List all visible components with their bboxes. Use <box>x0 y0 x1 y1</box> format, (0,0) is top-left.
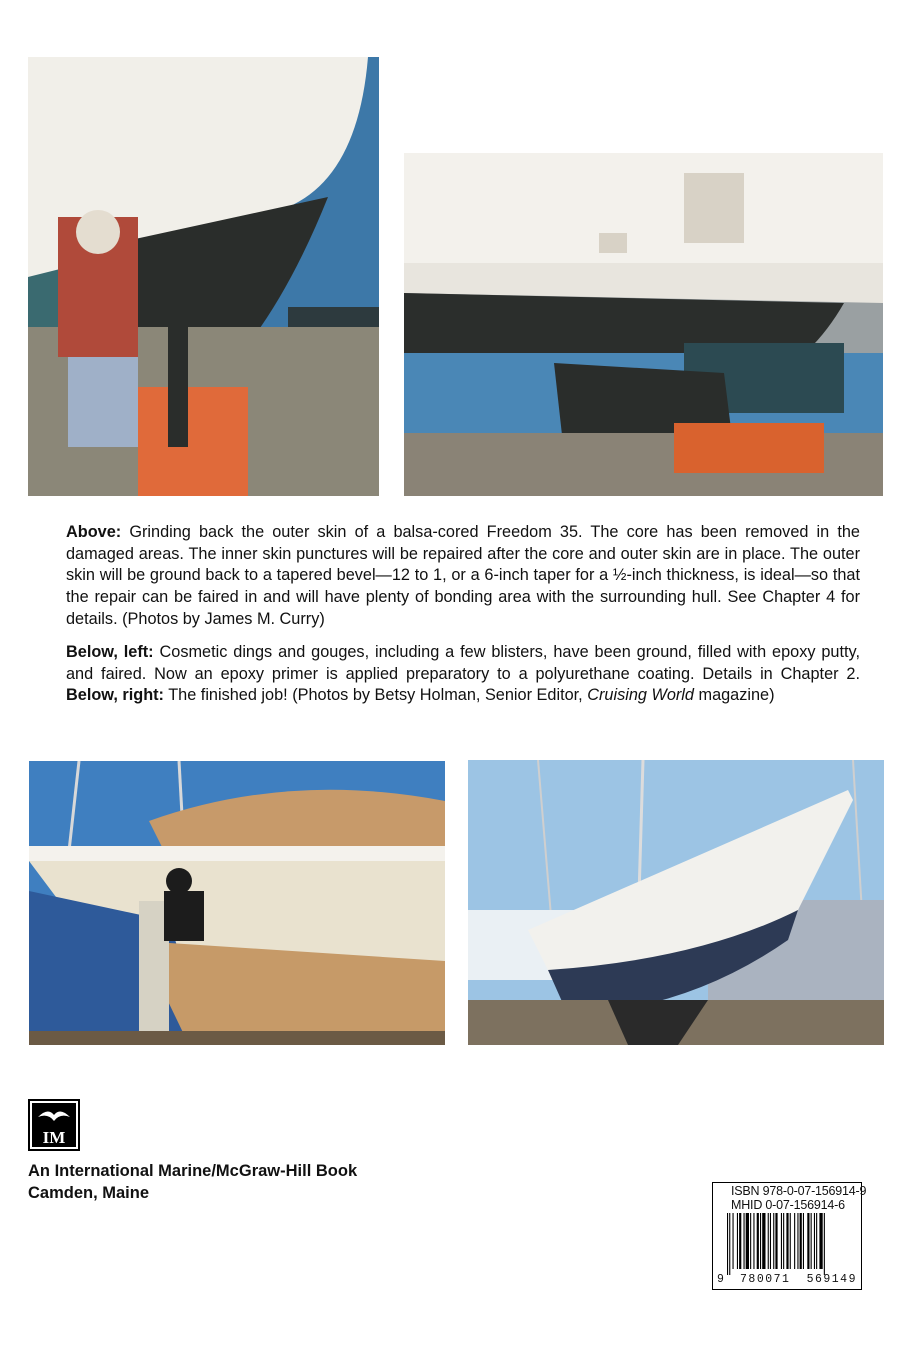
caption-below <box>66 642 860 707</box>
epoxy-spraying-photo <box>29 761 445 1045</box>
finished-boat-photo <box>468 760 884 1045</box>
barcode-bars-icon <box>717 1213 859 1275</box>
caption-below-left-text: Cosmetic dings and gouges, including a few blisters, have been ground, filled with epoxy putty, and faired. Now an epoxy primer is applied preparatory to a polyurethane coating. Details in Chapter 2. <box>66 643 860 683</box>
caption-above-text: Grinding back the outer skin of a balsa-cored Freedom 35. The core has been removed in the damaged areas. The inner skin punctures will be repaired after the core and outer skin are in place. The outer skin will be ground back to a tapered bevel—12 to 1, or a 6-inch taper for a ½-inch thickness, is ideal—so that the repair can be faired in and will have plenty of bonding area with the surrounding hull. See Chapter 4 for details. (Photos by James M. Curry) <box>66 523 860 628</box>
international-marine-logo <box>28 1099 80 1151</box>
caption-above-label: Above: <box>66 523 122 541</box>
caption-below-right-label: Below, right: <box>66 686 164 705</box>
svg-text:IM: IM <box>42 1128 66 1147</box>
caption-below-left-label: Below, left: <box>66 643 154 661</box>
publisher-location: Camden, Maine <box>28 1184 150 1202</box>
caption-below-tail: magazine) <box>693 686 775 705</box>
barcode-digits-right: 569149 <box>806 1273 857 1286</box>
isbn-number: ISBN 978-0-07-156914-9 <box>731 1184 867 1198</box>
mhid-number: MHID 0-07-156914-6 <box>731 1198 845 1212</box>
caption-above <box>66 522 860 631</box>
magazine-name: Cruising World <box>587 686 694 705</box>
barcode-digit-prefix: 9 <box>717 1273 724 1286</box>
barcode-digits <box>717 1273 857 1286</box>
publisher-name: An International Marine/McGraw-Hill Book <box>28 1162 358 1180</box>
isbn-barcode <box>712 1182 867 1290</box>
grinding-hull-photo <box>28 57 379 496</box>
caption-below-right-text: The finished job! (Photos by Betsy Holman, Senior Editor, <box>163 686 588 705</box>
publisher-block <box>28 1160 357 1204</box>
hull-repair-closeup-photo <box>404 153 883 496</box>
barcode-digits-left: 780071 <box>740 1273 791 1286</box>
